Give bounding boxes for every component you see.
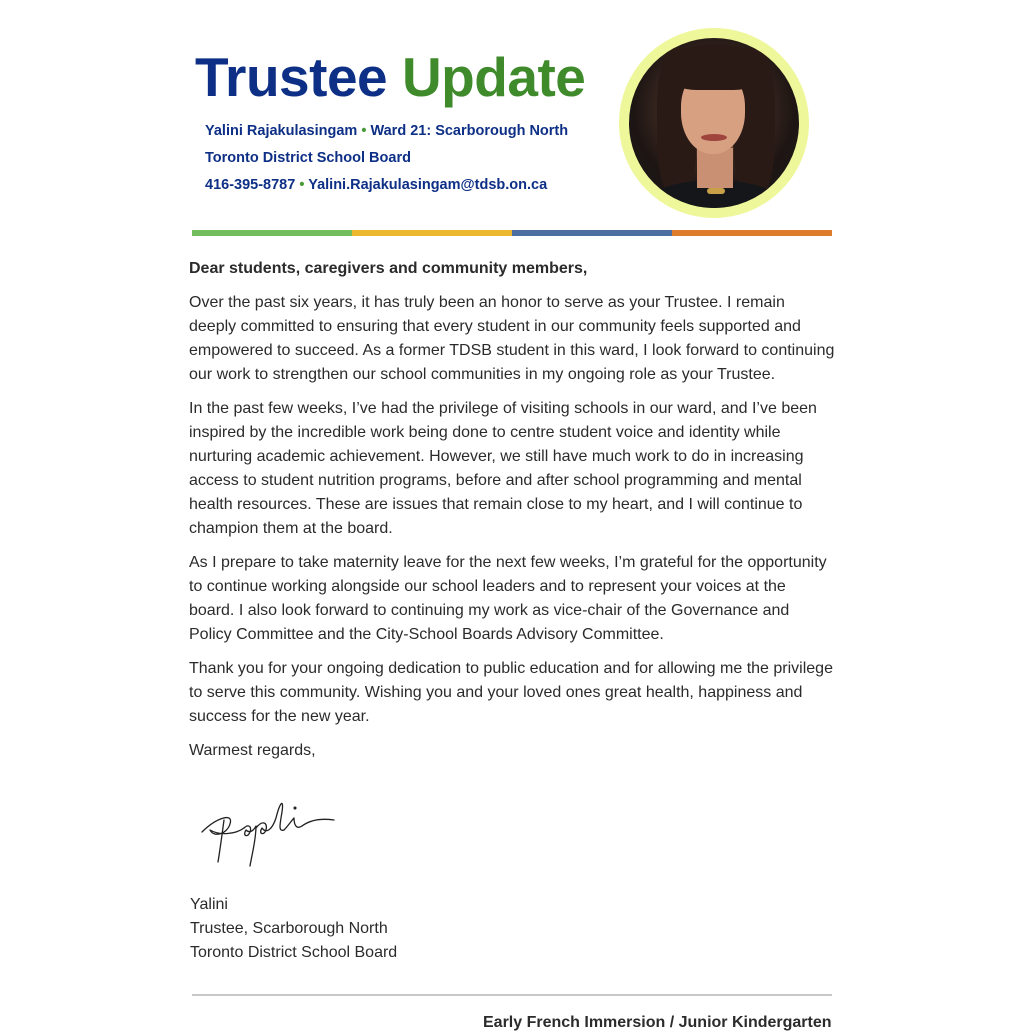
title-word-trustee: Trustee [195,46,388,108]
trustee-photo-frame [619,28,809,218]
letter-body [189,257,835,763]
color-bar-segment-yellow [352,230,512,236]
signer-board: Toronto District School Board [190,944,398,961]
page-title [195,46,586,108]
contact-line-board [205,148,568,175]
signer-name: Yalini [190,896,228,913]
letter-paragraph: As I prepare to take maternity leave for the next few weeks, I’m grateful for the opportunity to continue working alongside our school leaders and to represent your voices at the board. I also look forward to continuing my work as vice-chair of the Governance and Policy Committee and the City-School Boards Advisory Committee. [189,554,827,643]
letter-paragraph: Thank you for your ongoing dedication to public education and for allowing me the privilege to serve this community. Wishing you and your loved ones great health, happiness and success for the new year. [189,660,833,725]
phone-number: 416-395-8787 [205,177,296,193]
letter-closing: Warmest regards, [189,742,316,759]
letter-salutation: Dear students, caregivers and community members, [189,260,588,277]
email-link[interactable]: Yalini.Rajakulasingam@tdsb.on.ca [308,177,548,193]
handwritten-signature [196,790,341,870]
section-divider [192,994,832,996]
trustee-name: Yalini Rajakulasingam [205,123,358,139]
separator-dot: • [361,123,367,139]
letter-paragraph: Over the past six years, it has truly been an honor to serve as your Trustee. I remain deeply committed to ensuring that every student in our community feels supported and empowered to succeed. As a former TDSB student in this ward, I look forward to continuing our work to strengthen our school communities in my ongoing role as your Trustee. [189,294,835,383]
trustee-photo [629,38,799,208]
next-section-heading: Early French Immersion / Junior Kindergarten [483,1014,832,1031]
contact-info [205,121,568,202]
newsletter-header [192,28,832,238]
title-word-update: Update [401,46,586,108]
color-bar-segment-green [192,230,352,236]
contact-line-name-ward [205,121,568,148]
color-bar-segment-blue [512,230,672,236]
signature-block [190,893,397,965]
separator-dot: • [299,177,305,193]
letter-paragraph: In the past few weeks, I’ve had the privilege of visiting schools in our ward, and I’ve been inspired by the incredible work being done to centre student voice and identity while nurturing academic achievement. However, we still have much work to do in increasing access to student nutrition programs, before and after school programming and mental health resources. These are issues that remain close to my heart, and I will continue to champion them at the board. [189,400,817,537]
contact-line-phone-email [205,175,568,202]
board-name: Toronto District School Board [205,150,411,166]
color-divider-bar [192,230,832,236]
signer-title: Trustee, Scarborough North [190,920,388,937]
color-bar-segment-orange [672,230,832,236]
ward-name: Ward 21: Scarborough North [370,123,569,139]
